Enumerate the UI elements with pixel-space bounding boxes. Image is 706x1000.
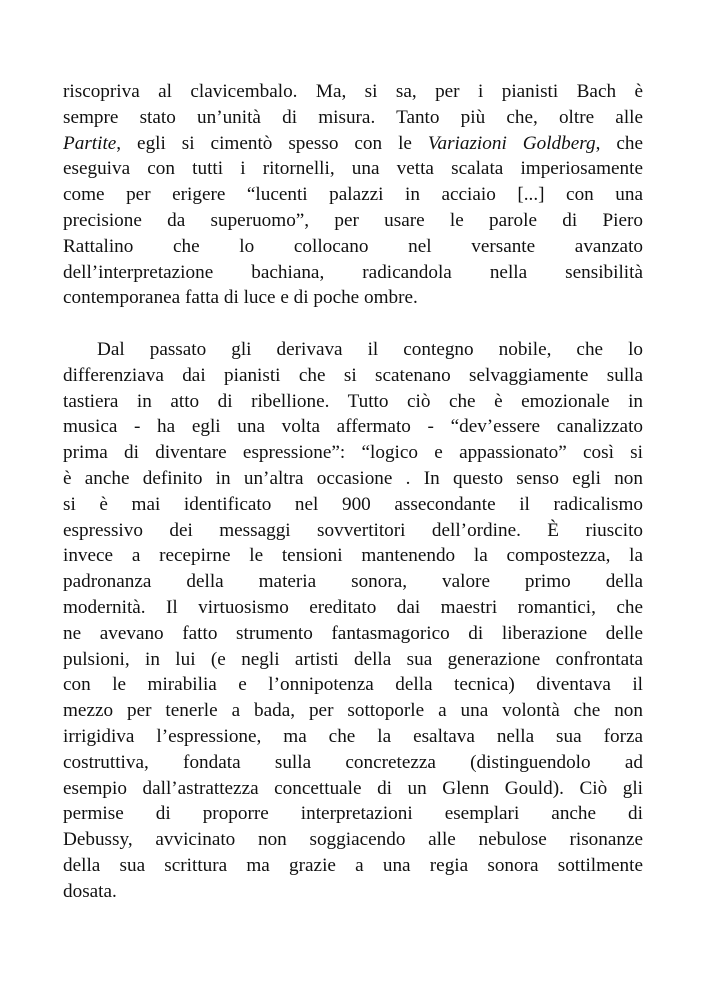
text-segment: differenziava dai pianisti che si scatenano selvaggiamente sulla	[63, 364, 643, 386]
text-segment: precisione da superuomo”, per usare le parole di Piero	[63, 209, 643, 231]
text-line	[63, 105, 643, 131]
text-line	[63, 750, 643, 776]
text-segment: Debussy, avvicinato non soggiacendo alle nebulose risonanze	[63, 829, 643, 851]
text-line	[63, 518, 643, 544]
text-line	[63, 595, 643, 621]
text-segment: esempio dall’astrattezza concettuale di un Glenn Gould). Ciò gli	[63, 777, 643, 799]
text-segment: Dal passato gli derivava il contegno nobile, che lo	[97, 338, 643, 360]
text-segment: , che	[595, 132, 643, 154]
text-segment: invece a recepirne le tensioni mantenendo la compostezza, la	[63, 545, 643, 567]
text-segment: pulsioni, in lui (e negli artisti della sua generazione confrontata	[63, 648, 643, 670]
text-segment: dosata.	[63, 880, 117, 902]
text-line	[63, 156, 643, 182]
text-line	[63, 621, 643, 647]
text-line	[63, 466, 643, 492]
text-segment: è anche definito in un’altra occasione . In questo senso egli non	[63, 467, 643, 489]
text-line	[63, 801, 643, 827]
text-segment: , egli si cimentò spesso con le	[116, 132, 428, 154]
text-segment: irrigidiva l’espressione, ma che la esaltava nella sua forza	[63, 725, 643, 747]
text-line	[63, 440, 643, 466]
text-segment: ne avevano fatto strumento fantasmagorico di liberazione delle	[63, 622, 643, 644]
italic-title: Partite	[63, 132, 117, 154]
paragraph-gap	[63, 311, 643, 337]
text-segment: Rattalino che lo collocano nel versante avanzato	[63, 235, 643, 257]
text-segment: con le mirabilia e l’onnipotenza della tecnica) diventava il	[63, 674, 643, 696]
text-line	[63, 234, 643, 260]
text-line	[63, 569, 643, 595]
text-line	[63, 698, 643, 724]
text-line	[63, 208, 643, 234]
text-line	[63, 776, 643, 802]
text-line	[63, 182, 643, 208]
text-segment: contemporanea fatta di luce e di poche ombre.	[63, 287, 418, 309]
text-segment: musica - ha egli una volta affermato - “dev’essere canalizzato	[63, 416, 643, 438]
text-line	[63, 543, 643, 569]
text-line	[63, 827, 643, 853]
text-line	[63, 389, 643, 415]
text-line	[63, 285, 643, 311]
paragraph	[63, 79, 643, 311]
text-line	[63, 672, 643, 698]
text-line	[63, 647, 643, 673]
text-line	[63, 131, 643, 157]
text-segment: eseguiva con tutti i ritornelli, una vetta scalata imperiosamente	[63, 158, 643, 180]
paragraph	[63, 337, 643, 905]
text-segment: costruttiva, fondata sulla concretezza (distinguendolo ad	[63, 751, 643, 773]
text-segment: modernità. Il virtuosismo ereditato dai maestri romantici, che	[63, 596, 643, 618]
text-segment: prima di diventare espressione”: “logico e appassionato” così si	[63, 442, 643, 464]
text-segment: permise di proporre interpretazioni esemplari anche di	[63, 803, 643, 825]
text-segment: mezzo per tenerle a bada, per sottoporle a una volontà che non	[63, 700, 643, 722]
text-line	[63, 337, 643, 363]
text-line	[63, 414, 643, 440]
text-segment: sempre stato un’unità di misura. Tanto più che, oltre alle	[63, 106, 643, 128]
text-line	[63, 79, 643, 105]
text-segment: padronanza della materia sonora, valore primo della	[63, 571, 643, 593]
text-segment: della sua scrittura ma grazie a una regia sonora sottilmente	[63, 854, 643, 876]
text-segment: espressivo dei messaggi sovvertitori dell’ordine. È riuscito	[63, 519, 643, 541]
text-line	[63, 363, 643, 389]
text-line	[63, 260, 643, 286]
text-segment: come per erigere “lucenti palazzi in acciaio [...] con una	[63, 184, 643, 206]
text-line	[63, 724, 643, 750]
text-segment: dell’interpretazione bachiana, radicandola nella sensibilità	[63, 261, 643, 283]
text-segment: si è mai identificato nel 900 assecondante il radicalismo	[63, 493, 643, 515]
text-line	[63, 492, 643, 518]
text-segment: riscopriva al clavicembalo. Ma, si sa, per i pianisti Bach è	[63, 81, 643, 102]
text-segment: tastiera in atto di ribellione. Tutto ciò che è emozionale in	[63, 390, 643, 412]
italic-title: Variazioni Goldberg	[427, 132, 596, 154]
document-page	[63, 79, 643, 905]
text-line	[63, 853, 643, 879]
text-line	[63, 879, 643, 905]
